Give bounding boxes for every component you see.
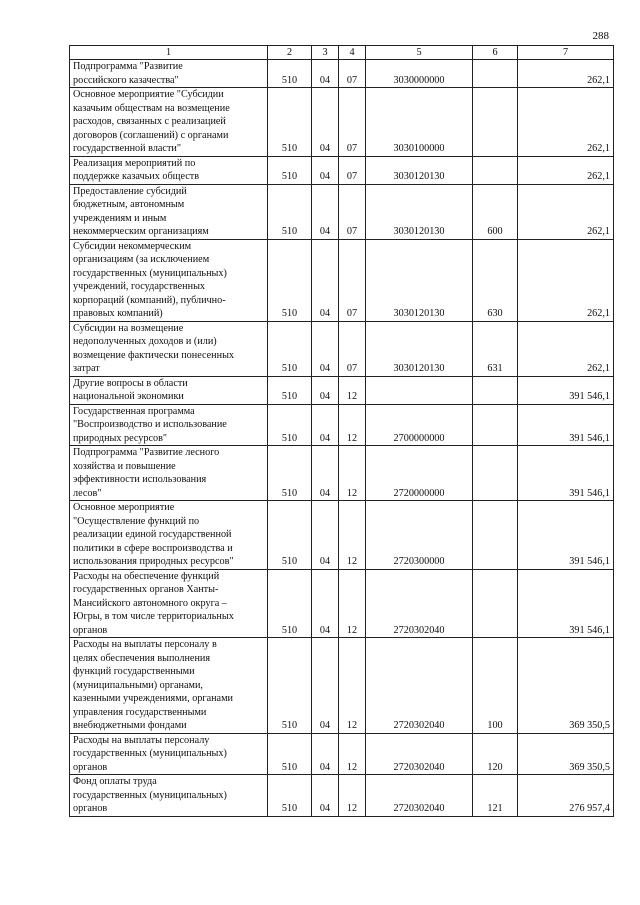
cell-section: 04 [312, 88, 339, 157]
table-row [70, 775, 614, 817]
cell-amount: 391 546,1 [518, 376, 614, 404]
cell-code: 510 [268, 88, 312, 157]
cell-target-article: 2720302040 [366, 569, 473, 638]
table-row [70, 733, 614, 775]
cell-code: 510 [268, 239, 312, 321]
row-label: Основное мероприятие "Осуществление функций по реализации единой государственной политики в сфере воспроизводства и использования природных ресурсов" [70, 501, 268, 570]
cell-subsection: 07 [339, 60, 366, 88]
table-row [70, 88, 614, 157]
cell-code: 510 [268, 638, 312, 734]
cell-target-article: 2720302040 [366, 733, 473, 775]
row-label: Подпрограмма "Развитие российского казачества" [70, 60, 268, 88]
row-label: Расходы на выплаты персоналу в целях обеспечения выполнения функций государственными (муниципальными) органами, казенными учреждениями, органами управления государственными внебюджетными фондами [70, 638, 268, 734]
table-row [70, 501, 614, 570]
cell-section: 04 [312, 501, 339, 570]
column-header: 4 [339, 46, 366, 60]
cell-target-article: 3030120130 [366, 184, 473, 239]
cell-target-article: 3030120130 [366, 156, 473, 184]
cell-code: 510 [268, 60, 312, 88]
cell-amount: 391 546,1 [518, 446, 614, 501]
cell-subsection: 12 [339, 404, 366, 446]
table-row [70, 60, 614, 88]
cell-code: 510 [268, 184, 312, 239]
budget-table [69, 45, 614, 817]
cell-target-article [366, 376, 473, 404]
row-label: Субсидии на возмещение недополученных доходов и (или) возмещение фактически понесенных затрат [70, 321, 268, 376]
cell-expense-type: 100 [473, 638, 518, 734]
cell-subsection: 07 [339, 239, 366, 321]
row-label: Другие вопросы в области национальной экономики [70, 376, 268, 404]
table-row [70, 638, 614, 734]
column-header: 7 [518, 46, 614, 60]
cell-code: 510 [268, 404, 312, 446]
row-label: Подпрограмма "Развитие лесного хозяйства и повышение эффективности использования лесов" [70, 446, 268, 501]
cell-target-article: 3030120130 [366, 321, 473, 376]
table-row [70, 446, 614, 501]
cell-expense-type [473, 446, 518, 501]
column-header: 2 [268, 46, 312, 60]
cell-section: 04 [312, 60, 339, 88]
table-row [70, 376, 614, 404]
cell-section: 04 [312, 446, 339, 501]
cell-expense-type [473, 376, 518, 404]
cell-section: 04 [312, 404, 339, 446]
cell-amount: 262,1 [518, 184, 614, 239]
cell-section: 04 [312, 321, 339, 376]
cell-section: 04 [312, 184, 339, 239]
cell-subsection: 07 [339, 156, 366, 184]
cell-subsection: 07 [339, 184, 366, 239]
page-number: 288 [592, 30, 609, 42]
table-row [70, 239, 614, 321]
row-label: Фонд оплаты труда государственных (муниципальных) органов [70, 775, 268, 817]
cell-code: 510 [268, 446, 312, 501]
cell-target-article: 2720302040 [366, 775, 473, 817]
cell-subsection: 12 [339, 638, 366, 734]
table-header [70, 46, 614, 60]
table-row [70, 321, 614, 376]
table-body [70, 60, 614, 817]
column-header: 1 [70, 46, 268, 60]
cell-amount: 262,1 [518, 156, 614, 184]
cell-expense-type [473, 569, 518, 638]
cell-target-article: 2700000000 [366, 404, 473, 446]
cell-amount: 262,1 [518, 321, 614, 376]
cell-amount: 369 350,5 [518, 638, 614, 734]
cell-target-article: 3030000000 [366, 60, 473, 88]
column-header: 5 [366, 46, 473, 60]
cell-subsection: 12 [339, 501, 366, 570]
cell-section: 04 [312, 733, 339, 775]
table-row [70, 404, 614, 446]
cell-code: 510 [268, 376, 312, 404]
table-row [70, 184, 614, 239]
cell-target-article: 2720000000 [366, 446, 473, 501]
cell-amount: 391 546,1 [518, 404, 614, 446]
cell-target-article: 2720302040 [366, 638, 473, 734]
cell-subsection: 07 [339, 88, 366, 157]
table-row [70, 156, 614, 184]
cell-section: 04 [312, 239, 339, 321]
cell-amount: 369 350,5 [518, 733, 614, 775]
cell-subsection: 12 [339, 376, 366, 404]
cell-subsection: 07 [339, 321, 366, 376]
cell-target-article: 2720300000 [366, 501, 473, 570]
cell-code: 510 [268, 321, 312, 376]
cell-target-article: 3030100000 [366, 88, 473, 157]
cell-code: 510 [268, 775, 312, 817]
cell-subsection: 12 [339, 733, 366, 775]
cell-expense-type: 121 [473, 775, 518, 817]
cell-expense-type: 120 [473, 733, 518, 775]
cell-code: 510 [268, 156, 312, 184]
cell-code: 510 [268, 733, 312, 775]
cell-amount: 391 546,1 [518, 569, 614, 638]
table-row [70, 569, 614, 638]
column-header: 3 [312, 46, 339, 60]
column-header: 6 [473, 46, 518, 60]
cell-expense-type [473, 404, 518, 446]
cell-section: 04 [312, 156, 339, 184]
row-label: Предоставление субсидий бюджетным, автономным учреждениям и иным некоммерческим организациям [70, 184, 268, 239]
row-label: Государственная программа "Воспроизводство и использование природных ресурсов" [70, 404, 268, 446]
cell-subsection: 12 [339, 446, 366, 501]
cell-expense-type [473, 60, 518, 88]
cell-section: 04 [312, 376, 339, 404]
cell-amount: 262,1 [518, 88, 614, 157]
row-label: Расходы на обеспечение функций государственных органов Ханты- Мансийского автономного округа – Югры, в том числе территориальных органов [70, 569, 268, 638]
cell-amount: 391 546,1 [518, 501, 614, 570]
row-label: Расходы на выплаты персоналу государственных (муниципальных) органов [70, 733, 268, 775]
cell-target-article: 3030120130 [366, 239, 473, 321]
cell-expense-type [473, 156, 518, 184]
cell-code: 510 [268, 501, 312, 570]
cell-expense-type: 631 [473, 321, 518, 376]
cell-expense-type: 630 [473, 239, 518, 321]
cell-amount: 276 957,4 [518, 775, 614, 817]
cell-amount: 262,1 [518, 239, 614, 321]
cell-code: 510 [268, 569, 312, 638]
cell-section: 04 [312, 569, 339, 638]
row-label: Субсидии некоммерческим организациям (за исключением государственных (муниципальных) учреждений, государственных корпораций (компаний), публично- правовых компаний) [70, 239, 268, 321]
cell-amount: 262,1 [518, 60, 614, 88]
cell-subsection: 12 [339, 569, 366, 638]
cell-section: 04 [312, 775, 339, 817]
cell-section: 04 [312, 638, 339, 734]
cell-expense-type [473, 501, 518, 570]
header-row [70, 46, 614, 60]
cell-subsection: 12 [339, 775, 366, 817]
cell-expense-type: 600 [473, 184, 518, 239]
cell-expense-type [473, 88, 518, 157]
row-label: Реализация мероприятий по поддержке казачьих обществ [70, 156, 268, 184]
row-label: Основное мероприятие "Субсидии казачьим обществам на возмещение расходов, связанных с реализацией договоров (соглашений) с органами государственной власти" [70, 88, 268, 157]
